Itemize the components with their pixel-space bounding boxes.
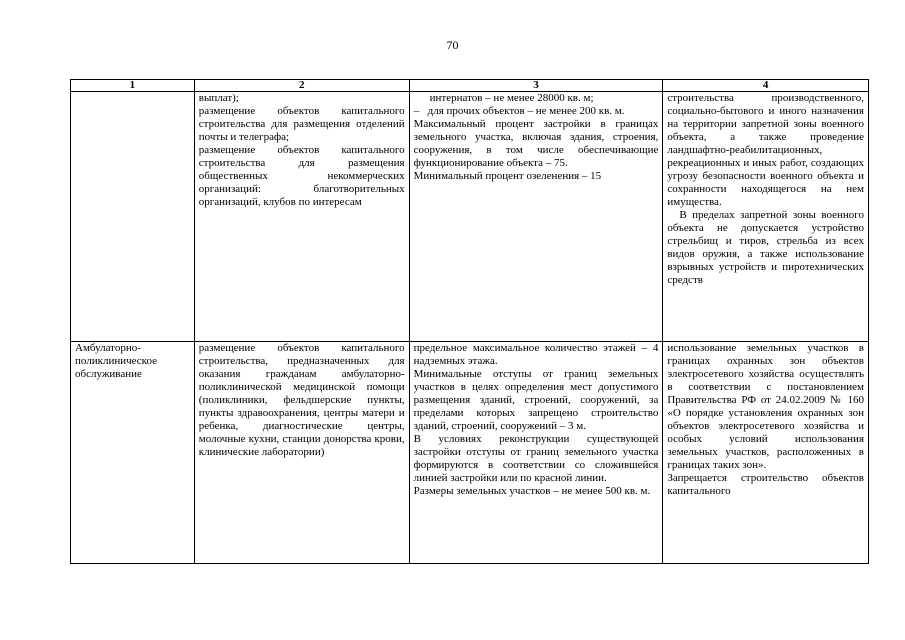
row1-use-type [71, 92, 195, 342]
row2-parameters [409, 342, 663, 564]
row2-param-line: предельное максимальное количество этажей – 4 надземных этажа. [413, 342, 659, 367]
regulations-table [70, 79, 869, 564]
column-header-2: 2 [194, 80, 409, 92]
row1-desc-line: размещение объектов капитального строительства для размещения отделений почты и телеграфа; [198, 105, 405, 143]
row2-restriction-line: использование земельных участков в границах охранных зон объектов электросетевого хозяйства осуществлять в соответствии с постановлением Правительства РФ от 24.02.2009 № 160 «О порядке установления охранных зон объектов электросетевого хозяйства и особых условий использования земельных участков, расположенных в границах таких зон». [667, 342, 864, 471]
row2-param-line: В условиях реконструкции существующей застройки отступы от границ земельного участка формируются в соответствии со сложившейся линией застройки или по красной линии. [413, 433, 659, 484]
row1-desc-line: размещение объектов капитального строительства для размещения общественных некоммерческих организаций: благотворительных организаций, клубов по интересам [198, 144, 405, 208]
row2-desc-line: размещение объектов капитального строительства, предназначенных для оказания гражданам амбулаторно-поликлинической медицинской помощи (поликлиники, фельдшерские пункты, пункты здравоохранения, центры матери и ребенка, диагностические центры, молочные кухни, станции донорства крови, клинические лаборатории) [198, 342, 405, 458]
page-number: 70 [446, 38, 459, 52]
row1-param-line: Минимальный процент озеленения – 15 [413, 170, 602, 182]
table-row [71, 92, 869, 342]
row1-description [194, 92, 409, 342]
row2-use-type: Амбулаторно-поликлиническое обслуживание [71, 342, 195, 564]
row2-param-line: Минимальные отступы от границ земельных участков в целях определения мест допустимого размещения зданий, строений, сооружений, за пределами которых запрещено строительство зданий, строений, сооружений – 3 м. [413, 368, 659, 432]
row1-restrictions [663, 92, 869, 342]
row2-description [194, 342, 409, 564]
column-header-3: 3 [409, 80, 663, 92]
row2-param-line: Размеры земельных участков – не менее 500 кв. м. [413, 485, 651, 497]
row2-restriction-line: Запрещается строительство объектов капитального [667, 472, 864, 497]
row1-parameters [409, 92, 663, 342]
table-row [71, 342, 869, 564]
row1-restriction-line: В пределах запретной зоны военного объекта не допускается устройство стрельбищ и тиров, стрельба из всех видов оружия, а также использование взрывных устройств и пиротехнических средств [667, 209, 864, 286]
row1-desc-line: выплат); [198, 92, 239, 104]
table-header-row [71, 80, 869, 92]
row1-restriction-line: строительства производственного, социально-бытового и иного назначения на территории запретной зоны военного объекта, а также проведение ландшафтно-реабилитационных, рекреационных и иных работ, создающих угрозу безопасности военного объекта и сохранности находящегося на нем имущества. [667, 92, 864, 208]
row1-param-bullet: – для прочих объектов – не менее 200 кв. м. [414, 105, 659, 118]
row2-restrictions [663, 342, 869, 564]
column-header-4: 4 [663, 80, 869, 92]
column-header-1: 1 [71, 80, 195, 92]
row1-param-line: Максимальный процент застройки в границах земельного участка, включая здания, строения, сооружения, в том числе обеспечивающие функционирование объекта – 75. [413, 118, 659, 169]
row1-param-indent: интернатов – не менее 28000 кв. м; [429, 92, 594, 104]
